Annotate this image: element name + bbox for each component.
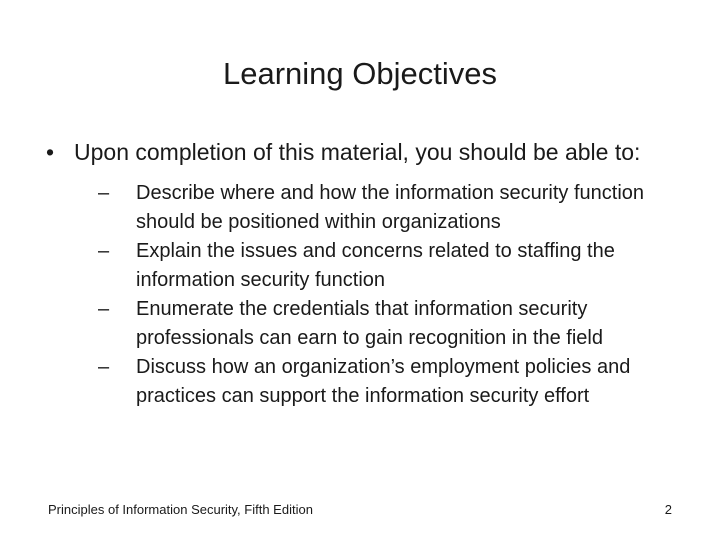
bullet-list bbox=[46, 138, 686, 411]
footer-source: Principles of Information Security, Fifth Edition bbox=[48, 502, 313, 517]
main-bullet bbox=[46, 138, 686, 411]
dash-marker: – bbox=[98, 298, 110, 320]
sub-bullet-text: Explain the issues and concerns related to staffing the information security function bbox=[136, 240, 615, 291]
dash-marker: – bbox=[98, 240, 110, 262]
page-number: 2 bbox=[664, 502, 672, 517]
sub-bullet-list bbox=[98, 179, 688, 411]
sub-bullet-employment-policies bbox=[98, 353, 688, 411]
sub-bullet-text: Describe where and how the information security function should be positioned within organizations bbox=[136, 182, 645, 233]
sub-bullet-staffing bbox=[98, 237, 688, 295]
sub-bullet-text: Enumerate the credentials that information security professionals can earn to gain recognition in the field bbox=[136, 298, 603, 349]
main-bullet-text: Upon completion of this material, you should be able to: bbox=[74, 139, 641, 165]
dash-marker: – bbox=[98, 356, 110, 378]
bullet-marker: • bbox=[46, 139, 55, 165]
sub-bullet-positioning bbox=[98, 179, 688, 237]
sub-bullet-text: Discuss how an organization’s employment policies and practices can support the information security effort bbox=[136, 356, 631, 407]
sub-bullet-credentials bbox=[98, 295, 688, 353]
slide-title: Learning Objectives bbox=[223, 56, 497, 91]
dash-marker: – bbox=[98, 182, 110, 204]
